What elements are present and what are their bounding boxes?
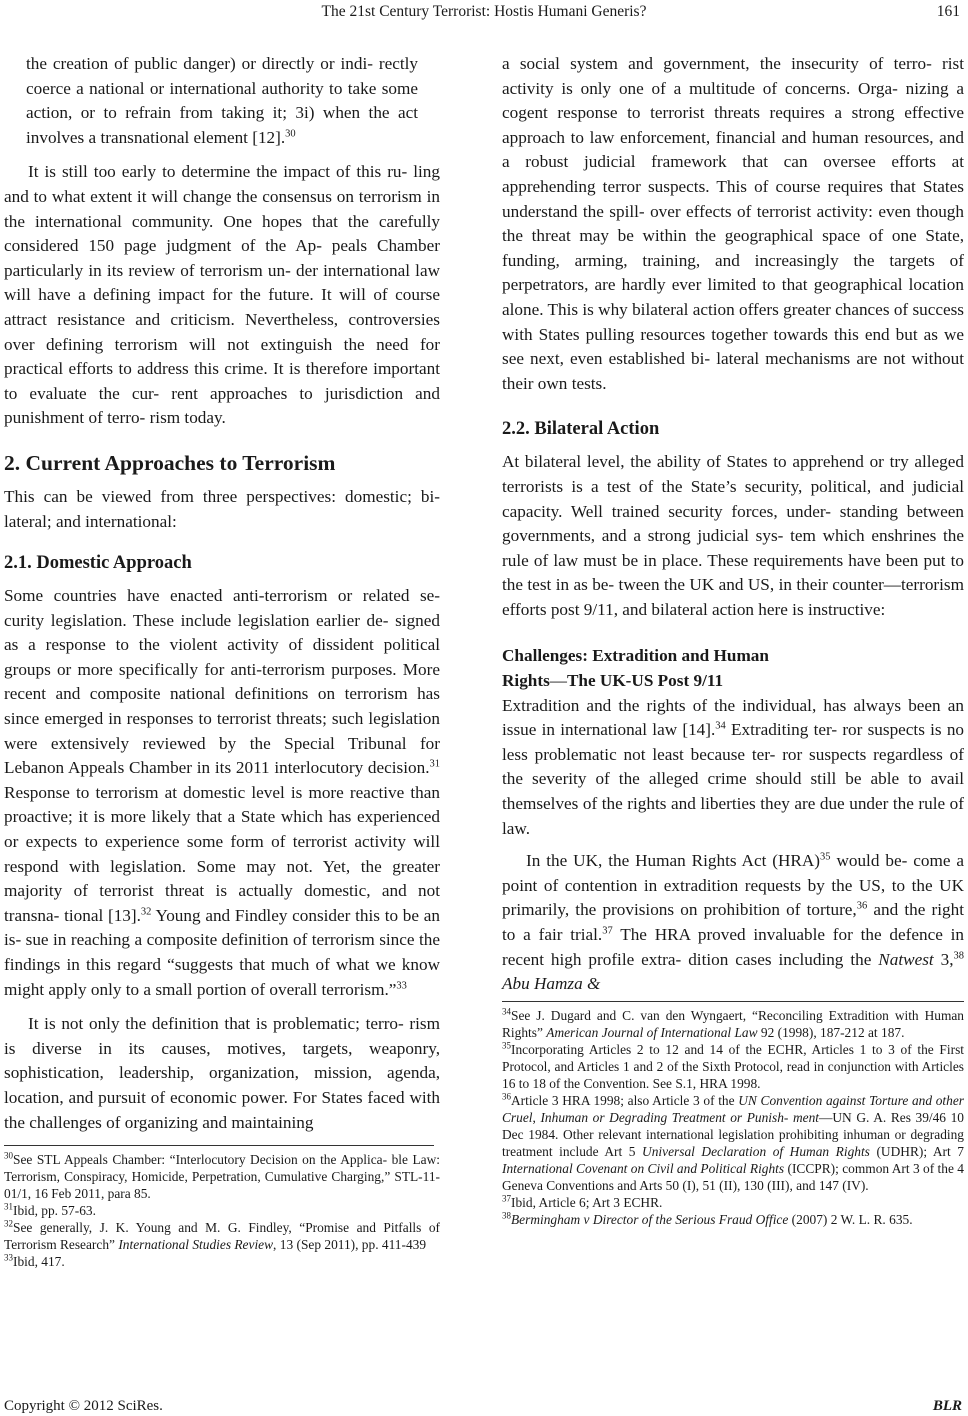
paragraph-bilateral-level: At bilateral level, the ability of States to apprehend or try alleged terrorists is a test of the State’s security, political, and judicial capacity. Well trained security forces, under- standing between governments, and a strong judicial sys- tem which enshrines the rule of law must be in place. These requirements have been put to the test in as be- tween the UK and US, in their counter—terrorism efforts post 9/11, and bilateral action here is instructive: xyxy=(502,452,964,619)
footnote-ref-37[interactable]: 37 xyxy=(602,925,613,937)
journal-abbreviation: BLR xyxy=(932,1398,962,1414)
subsection-heading-bilateral: 2.2. Bilateral Action xyxy=(502,419,660,440)
section-heading-current-approaches: 2. Current Approaches to Terrorism xyxy=(4,450,336,475)
footnote-ref-30[interactable]: 30 xyxy=(285,128,296,140)
subsection-heading-domestic: 2.1. Domestic Approach xyxy=(4,553,192,574)
paragraph-three-perspectives: This can be viewed from three perspectives: domestic; bi- lateral; and international: xyxy=(4,486,440,531)
paragraph-hra: In the UK, the Human Rights Act (HRA)$^{35}$ would be- come a point of contention in extradition requests by the US, to the UK primarily, the provisions on prohibition of torture,$^{36}$ and the right to a fair trial.$^{37}$ The HRA proved invaluable for the defence in recent high profile extra- dition cases including the Natwest 3,38 Abu Hamza & xyxy=(502,851,965,994)
right-column xyxy=(502,52,964,1228)
paragraph-extradition-rights: Extradition and the rights of the individual, has always been an issue in international law [14].$^{34}$ Extraditing ter- ror suspects is no less problematic not least because ter- ror suspects regardless of the severity of the alleged crime should still be able to avail themselves of the rights and liberties they are due under the rule of law. xyxy=(502,695,965,838)
page-footer xyxy=(0,1396,968,1416)
footnote-ref-34[interactable]: 34 xyxy=(715,720,726,732)
footnote-divider xyxy=(502,1001,964,1002)
copyright-notice: Copyright © 2012 SciRes. xyxy=(4,1398,163,1414)
paragraph-definition-problem: It is not only the definition that is problematic; terro- rism is diverse in its causes, motives, targets, weaponry, sophistication, leadership, organization, mission, agenda, location, and pursuit of economic power. For States faced with the challenges of organizing and maintaining xyxy=(4,1014,440,1132)
footnote-ref-36[interactable]: 36 xyxy=(856,900,868,912)
paragraph-domestic-approach: Some countries have enacted anti-terrorism or related se- curity legislation. These include legislation earlier de- signed as a response to the violent activity of dissident political groups or more specifically for anti-terrorism purposes. More recent and composite national definitions on terrorism has since emerged in responses to terrorist threats; such legislation were extensively reviewed by the Special Tribunal for Lebanon Appeals Chamber in its 2011 interlocutory decision.$^{31}$ Response to terrorism at domestic level is more reactive than proactive; it is more likely that a State which has experienced or expects to experience some form of terrorist activity will respond with legislation. Some may not. Yet, the greater majority of terrorist threat is actually domestic, and not transna- tional [13].$^{32}$ Young and Findley consider this to be an is- sue in reaching a composite definition of terrorism since the findings in this regard “suggests that much of what we know might apply only to a small portion of overall terrorism.”$^{33}$ xyxy=(4,586,440,999)
footnote-34: $^{34}$See J. Dugard and C. van den Wyngaert, “Reconciling Extradition with Human Rights” American Journal of International Law 92 (1998), 187-212 at 187. xyxy=(502,1006,964,1040)
footnote-ref-35[interactable]: 35 xyxy=(820,851,831,863)
paragraph-social-system: a social system and government, the insecurity of terro- rist activity is only one of a multitude of concerns. Orga- nizing a cogent response to terrorist threats requires a strong effective approach to law enforcement, financial and human resources, and a robust judicial framework that can oversee efforts at apprehending terror suspects. This of course requires that States understand the spill- over effects of terrorist activity: even though the threat may be within the geographical space of one State, funding, arming, training, and increasingly the targets of perpetrators, are hardly ever limited to that geographical location alone. This is why bilateral action offers greater chances of success with States pulling resources together towards this end but as we see next, even established bi- lateral mechanisms are not without their own tests. xyxy=(502,54,964,393)
footnote-32: $^{32}$See generally, J. K. Young and M. G. Findley, “Promise and Pitfalls of Terrorism Research” International Studies Review, 13 (Sep 2011), pp. 411-439 xyxy=(4,1218,440,1253)
footnote-38: $^{38}$Bermingham v Director of the Serious Fraud Office (2007) 2 W. L. R. 635. xyxy=(502,1210,913,1227)
footnote-33: $^{33}$Ibid, 417. xyxy=(4,1252,65,1270)
footnote-36: $^{36}$Article 3 HRA 1998; also Article 3 of the UN Convention against Torture and other Cruel, Inhuman or Degrading Treatment or Punish- ment—UN G. A. Res 39/46 10 Dec 1984. Other relevant international legislation prohibiting inhuman or degrading treatment include Art 5 Universal Declaration of Human Rights (UDHR); Art 7 International Covenant on Civil and Political Rights (ICCPR); common Art 3 of the 4 Geneva Conventions and Arts 50 (I), 51 (II), 130 (III), and 147 (IV). xyxy=(502,1091,964,1193)
page-number: 161 xyxy=(936,3,960,20)
footnote-ref-32[interactable]: 32 xyxy=(140,906,152,918)
footnote-ref-38[interactable]: 38 xyxy=(953,949,965,961)
running-title: The 21st Century Terrorist: Hostis Humani Generis? xyxy=(321,3,647,20)
footnote-35: $^{35}$Incorporating Articles 2 to 12 and 14 of the ECHR, Articles 1 to 3 of the First Protocol, and Articles 1 and 2 of the Sixth Protocol, read in conjunction with Articles 16 to 18 of the Convention. See S.1, HRA 1998. xyxy=(502,1040,964,1091)
footnote-37: $^{37}$Ibid, Article 6; Art 3 ECHR. xyxy=(502,1193,663,1210)
definition-quote: the creation of public danger) or directly or indi- rectly coerce a national or international authority to take some action, or to refrain from taking it; 3i) when the act involves a transnational element [12].$^{30}$ xyxy=(26,54,418,147)
running-header xyxy=(0,0,968,34)
footnote-31: $^{31}$Ibid, pp. 57-63. xyxy=(4,1201,96,1219)
paragraph-ruling-impact: It is still too early to determine the impact of this ru- ling and to what extent it will change the consensus on terrorism in the international community. One hopes that the carefully considered 150 page judgment of the Ap- peals Chamber particularly in its review of terrorism un- der international law will have a defining impact for the future. It will of course attract resistance and criticism. Nevertheless, controversies over defining terrorism will not extinguish the need for practical efforts to address this crime. It is therefore important to evaluate the cur- rent approaches to jurisdiction and punishment of terro- rism today. xyxy=(4,162,440,428)
footnote-ref-31[interactable]: 31 xyxy=(429,758,440,770)
left-column xyxy=(4,52,440,1270)
footnote-divider xyxy=(4,1145,434,1146)
footnote-ref-33[interactable]: 33 xyxy=(396,979,407,991)
footnote-30: $^{30}$See STL Appeals Chamber: “Interlocutory Decision on the Applica- ble Law: Terrorism, Conspiracy, Homicide, Perpetration, Cumulative Charging,” STL-11-01/1, 16 Feb 2011, para 85. xyxy=(4,1150,440,1202)
run-in-heading-extradition: Challenges: Extradition and Human Rights—The UK-US Post 9/11 xyxy=(502,646,769,691)
